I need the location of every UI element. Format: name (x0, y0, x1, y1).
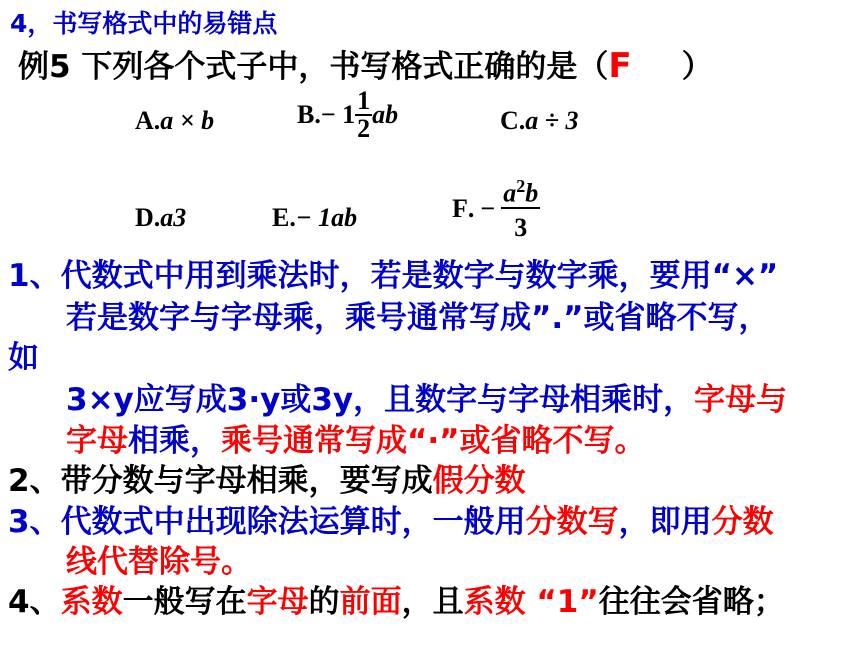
option-f-sep: . (467, 193, 475, 223)
rule-2-text: 、带分数与字母相乘，要写成 (29, 463, 433, 499)
rule-3-line-1 (8, 502, 774, 542)
rule-4-text-c: 一般写在 (122, 584, 247, 620)
option-b-whole: − 1 (320, 100, 356, 129)
rule-2-highlight: 假分数 (432, 463, 526, 499)
rule-3-text-a: 、代数式中出现除法运算时，一般用 (29, 504, 526, 540)
option-c-label: C (500, 106, 519, 135)
option-d-sep: . (153, 203, 161, 232)
option-f-denominator: 3 (514, 212, 528, 242)
rule-1-text-4b: 应写成 (133, 382, 227, 418)
rule-4-highlight-h: 系数 “1” (463, 584, 599, 620)
option-b-numerator: 1 (357, 86, 371, 115)
rule-4-highlight-b: 系数 (60, 584, 123, 620)
example-answer: F (608, 46, 632, 86)
rule-2 (8, 461, 526, 501)
rule-1-text-4f: ，且数字与字母相乘时， (353, 382, 695, 418)
rule-1-line-1 (8, 256, 778, 296)
option-f-num-exponent: 2 (516, 176, 526, 196)
rule-4-text-g: ，且 (401, 584, 464, 620)
rule-1-expr-2: 3·y (226, 382, 281, 418)
rule-1-line-4 (66, 380, 787, 420)
option-b-denominator: 2 (357, 114, 371, 143)
rule-1-highlight-5a: 字母 (66, 423, 128, 459)
rule-3-line-2: 线代替除号。 (66, 544, 252, 580)
option-f-label: F (452, 193, 468, 223)
example-prompt (18, 46, 713, 87)
option-c (500, 106, 579, 136)
option-b-suffix: ab (372, 100, 399, 129)
rule-4-text-e: 的 (308, 584, 340, 620)
option-e-label: E (272, 203, 290, 232)
option-f-minus: − (480, 193, 496, 223)
option-e-sep: . (289, 203, 296, 232)
option-d-label: D (135, 203, 154, 232)
option-d (135, 203, 186, 233)
option-c-expr: a ÷ 3 (525, 106, 579, 135)
rule-1-line-2: 若是数字与字母乘，乘号通常写成”.”或省略不写， (66, 300, 770, 336)
rule-1-expr-3: 3y (311, 382, 354, 418)
example-close: ） (681, 49, 713, 85)
option-b-fraction (355, 88, 372, 142)
rule-4-highlight-f: 前面 (339, 584, 402, 620)
option-e-expr: − 1ab (295, 203, 358, 232)
rule-1-number: 1 (8, 258, 30, 294)
rule-3-number: 3 (8, 504, 30, 540)
rule-4-highlight-d: 字母 (246, 584, 309, 620)
option-f (452, 177, 540, 241)
rule-1-expr-1: 3×y (66, 382, 134, 418)
option-b (297, 88, 398, 142)
rule-4-text-a: 、 (29, 584, 61, 620)
rule-4-number: 4 (8, 584, 30, 620)
rule-4-text-i: 往往会省略； (598, 584, 785, 620)
option-f-num-base: a (503, 178, 517, 208)
rule-2-number: 2 (8, 463, 30, 499)
option-a-expr: a × b (160, 106, 215, 135)
section-heading: 4，书写格式中的易错点 (10, 9, 278, 38)
option-f-fraction (501, 177, 540, 241)
rule-3-highlight-b: 分数写 (525, 504, 619, 540)
rule-1-text-4d: 或 (280, 382, 312, 418)
option-a (135, 106, 214, 136)
option-d-expr: a3 (160, 203, 187, 232)
option-b-sep: . (314, 100, 321, 129)
option-e (272, 203, 357, 233)
example-question: 例5 下列各个式子中，书写格式正确的是（ (18, 49, 609, 85)
rule-3-highlight-d: 分数 (711, 504, 774, 540)
rule-1-text-5b: 相乘， (128, 423, 221, 459)
rule-1-line-3: 如 (8, 340, 39, 376)
option-a-label: A (135, 106, 154, 135)
option-c-sep: . (518, 106, 526, 135)
option-f-numerator (501, 177, 540, 209)
rule-3-text-c: ，即用 (618, 504, 712, 540)
rule-4 (8, 582, 785, 622)
option-f-num-rest: b (525, 178, 539, 208)
rule-1-text-1: 、代数式中用到乘法时，若是数字与数字乘，要用“×” (29, 258, 779, 294)
rule-1-line-5 (66, 421, 646, 461)
rule-1-highlight-4g: 字母与 (694, 382, 788, 418)
option-b-label: B (297, 100, 315, 129)
option-a-sep: . (153, 106, 161, 135)
rule-1-highlight-5c: 乘号通常写成“·”或省略不写。 (221, 423, 646, 459)
